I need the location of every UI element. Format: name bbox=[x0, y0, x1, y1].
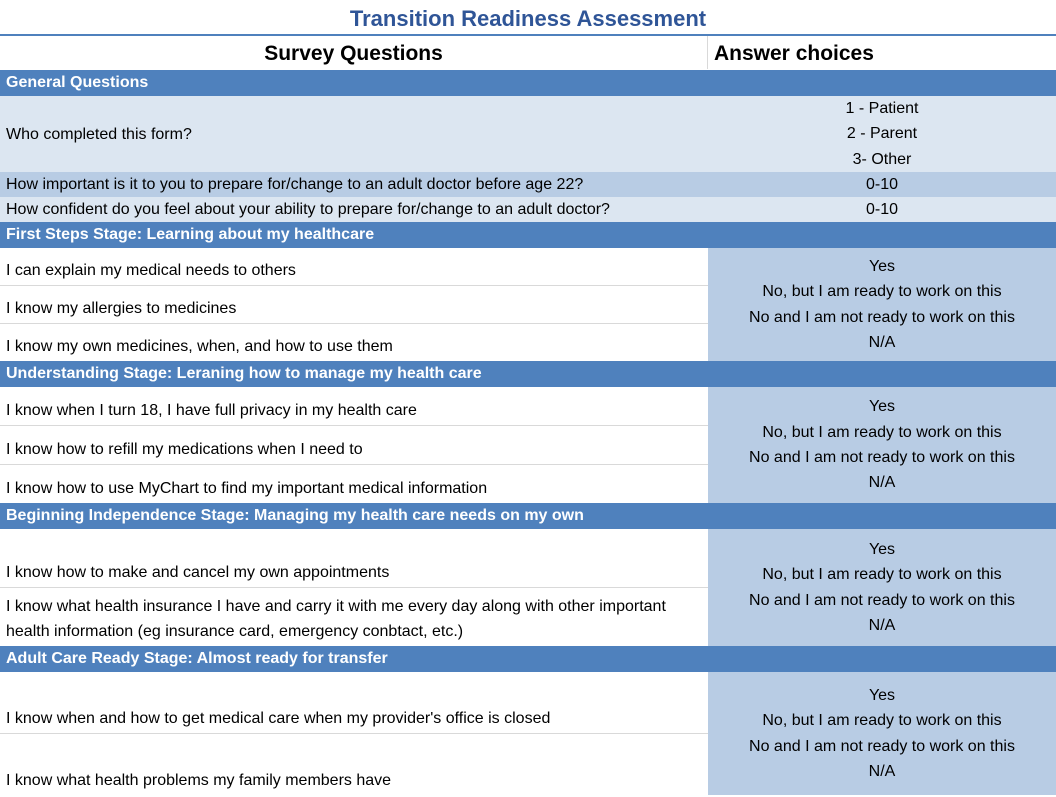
section-header-general: General Questions bbox=[0, 70, 1056, 96]
answer-option: No, but I am ready to work on this bbox=[762, 712, 1002, 730]
section-header-adult-care-ready: Adult Care Ready Stage: Almost ready for transfer bbox=[0, 646, 1056, 672]
answer-option: N/A bbox=[868, 616, 896, 634]
question-row: I know how to use MyChart to find my important medical information bbox=[0, 465, 708, 503]
question-row: I know what health insurance I have and carry it with me every day along with other important health information (eg insurance card, emergency conbtact, etc.) bbox=[0, 588, 708, 646]
answer-choices-beginning-independence bbox=[708, 529, 1056, 646]
answer-choices-understanding bbox=[708, 387, 1056, 503]
question-who-completed: Who completed this form? bbox=[6, 125, 192, 143]
answer-importance: 0-10 bbox=[865, 175, 899, 193]
question-row: I know how to refill my medications when I need to bbox=[0, 426, 708, 465]
question-row: I know when and how to get medical care when my provider's office is closed bbox=[0, 672, 708, 734]
answer-option: No, but I am ready to work on this bbox=[762, 423, 1002, 441]
answer-option: N/A bbox=[868, 762, 896, 780]
answer-option: N/A bbox=[868, 333, 896, 351]
answer-option: No, but I am ready to work on this bbox=[762, 283, 1002, 301]
answer-option: Yes bbox=[868, 398, 896, 416]
answer-option: No and I am not ready to work on this bbox=[749, 591, 1015, 609]
answer-option: No and I am not ready to work on this bbox=[749, 737, 1015, 755]
answer-option: 3- Other bbox=[852, 150, 912, 168]
answer-option: Yes bbox=[868, 257, 896, 275]
answer-option: N/A bbox=[868, 474, 896, 492]
column-header-questions: Survey Questions bbox=[0, 36, 708, 69]
question-row: I can explain my medical needs to others bbox=[0, 248, 708, 286]
answer-option: 2 - Parent bbox=[846, 125, 918, 143]
question-row: I know when I turn 18, I have full privacy in my health care bbox=[0, 387, 708, 426]
answer-option: Yes bbox=[868, 540, 896, 558]
answer-choices-first-steps bbox=[708, 248, 1056, 361]
answer-confidence: 0-10 bbox=[865, 200, 899, 218]
answer-option: Yes bbox=[868, 686, 896, 704]
question-confidence: How confident do you feel about your ability to prepare for/change to an adult doctor? bbox=[6, 201, 610, 218]
answer-choices-adult-care-ready bbox=[708, 672, 1056, 795]
answer-option: No and I am not ready to work on this bbox=[749, 449, 1015, 466]
question-row: I know what health problems my family members have bbox=[0, 734, 708, 795]
question-row: I know how to make and cancel my own appointments bbox=[0, 529, 708, 588]
answer-option: No, but I am ready to work on this bbox=[762, 566, 1002, 584]
answer-option: No and I am not ready to work on this bbox=[749, 308, 1015, 326]
answer-who-completed bbox=[708, 96, 1056, 172]
section-header-first-steps: First Steps Stage: Learning about my healthcare bbox=[0, 222, 1056, 248]
page-title: Transition Readiness Assessment bbox=[0, 0, 1056, 36]
question-row: I know my allergies to medicines bbox=[0, 286, 708, 324]
section-header-beginning-independence: Beginning Independence Stage: Managing my health care needs on my own bbox=[0, 503, 1056, 529]
question-row: I know my own medicines, when, and how to use them bbox=[0, 324, 708, 361]
question-importance: How important is it to you to prepare for/change to an adult doctor before age 22? bbox=[6, 176, 584, 193]
column-header-answers: Answer choices bbox=[714, 42, 874, 65]
section-header-understanding: Understanding Stage: Leraning how to manage my health care bbox=[0, 361, 1056, 387]
answer-option: 1 - Patient bbox=[845, 100, 919, 118]
